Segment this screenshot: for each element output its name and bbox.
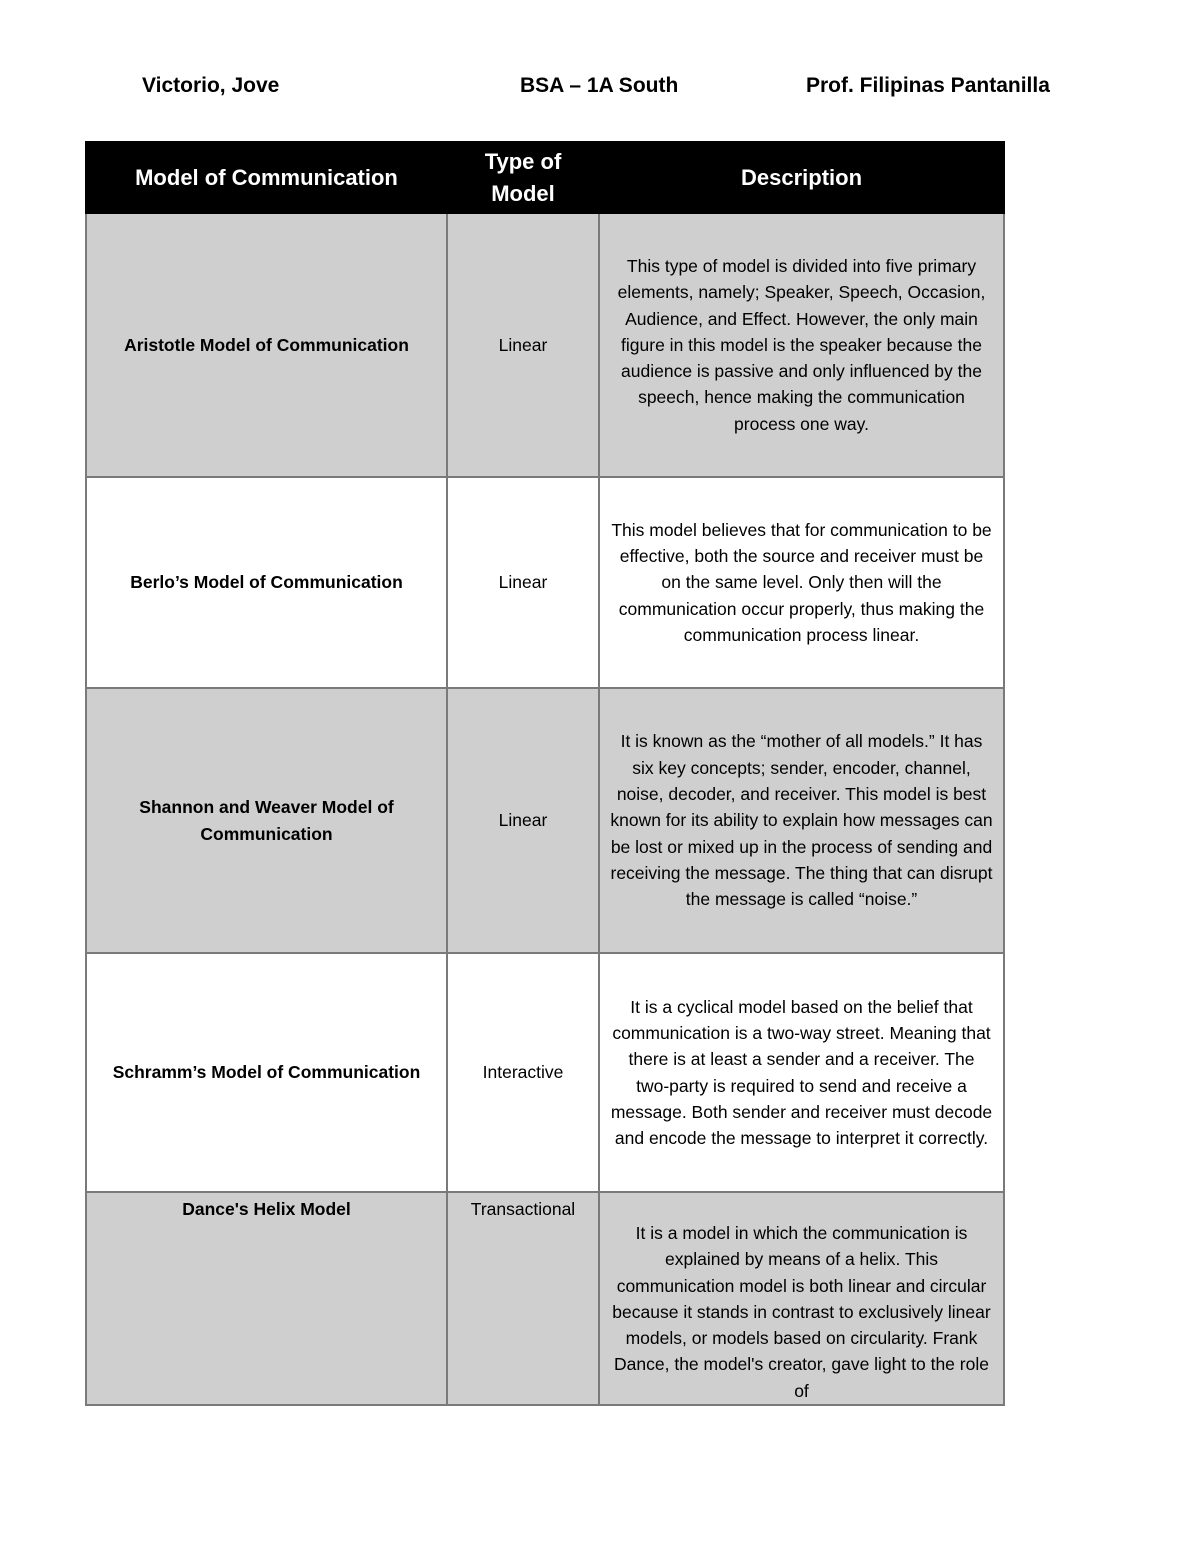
table-row bbox=[86, 213, 1004, 477]
model-description-cell: It is a cyclical model based on the belief that communication is a two-way street. Meaning that there is at least a sender and a receiver. The two-party is required to send and receive a message. Both sender and receiver must decode and encode the message to interpret it correctly. bbox=[599, 953, 1004, 1192]
model-type-cell: Transactional bbox=[447, 1192, 599, 1405]
column-header-description: Description bbox=[599, 142, 1004, 213]
student-name: Victorio, Jove bbox=[142, 74, 280, 97]
model-type-cell: Linear bbox=[447, 213, 599, 477]
model-name-cell: Berlo’s Model of Communication bbox=[86, 477, 447, 688]
table-row bbox=[86, 477, 1004, 688]
model-name-cell: Aristotle Model of Communication bbox=[86, 213, 447, 477]
document-header bbox=[0, 74, 1200, 104]
table-header-row bbox=[86, 142, 1004, 213]
professor-name: Prof. Filipinas Pantanilla bbox=[806, 74, 1050, 97]
class-section: BSA – 1A South bbox=[520, 74, 679, 97]
model-type-cell: Interactive bbox=[447, 953, 599, 1192]
model-type-cell: Linear bbox=[447, 688, 599, 953]
communication-models-table bbox=[85, 141, 1005, 1406]
model-name-cell: Dance's Helix Model bbox=[86, 1192, 447, 1405]
table-row bbox=[86, 953, 1004, 1192]
model-description-cell: It is known as the “mother of all models.” It has six key concepts; sender, encoder, channel, noise, decoder, and receiver. This model is best known for its ability to explain how messages can be lost or mixed up in the process of sending and receiving the message. The thing that can disrupt the message is called “noise.” bbox=[599, 688, 1004, 953]
column-header-model: Model of Communication bbox=[86, 142, 447, 213]
model-description-cell: This model believes that for communication to be effective, both the source and receiver must be on the same level. Only then will the communication occur properly, thus making the communication process linear. bbox=[599, 477, 1004, 688]
table-row bbox=[86, 688, 1004, 953]
model-type-cell: Linear bbox=[447, 477, 599, 688]
column-header-type: Type of Model bbox=[447, 142, 599, 213]
model-name-cell: Schramm’s Model of Communication bbox=[86, 953, 447, 1192]
table-row bbox=[86, 1192, 1004, 1405]
model-description-cell: This type of model is divided into five primary elements, namely; Speaker, Speech, Occasion, Audience, and Effect. However, the only main figure in this model is the speaker because the audience is passive and only influenced by the speech, hence making the communication process one way. bbox=[599, 213, 1004, 477]
model-description-cell: It is a model in which the communication is explained by means of a helix. This communication model is both linear and circular because it stands in contrast to exclusively linear models, or models based on circularity. Frank Dance, the model's creator, gave light to the role of bbox=[599, 1192, 1004, 1405]
model-name-cell: Shannon and Weaver Model of Communication bbox=[86, 688, 447, 953]
